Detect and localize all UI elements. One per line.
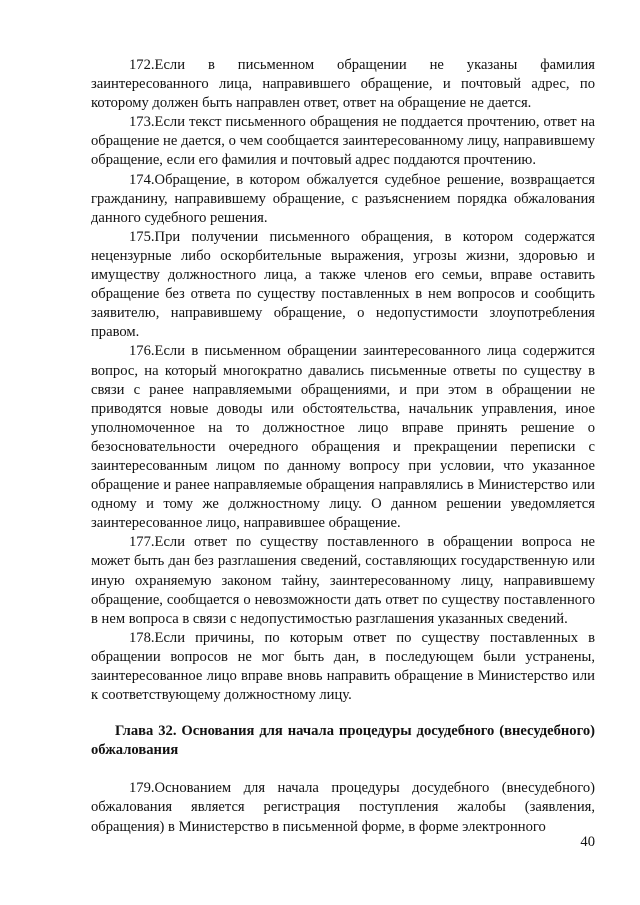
document-page <box>91 56 595 837</box>
chapter-heading: Глава 32. Основания для начала процедуры досудебного (внесудебного) обжалования <box>91 723 595 759</box>
paragraph-172: 172.Если в письменном обращении не указаны фамилия заинтересованного лица, направившего обращение, и почтовый адрес, по которому должен быть направлен ответ, ответ на обращение не дается. <box>91 57 595 112</box>
page-number: 40 <box>580 834 595 850</box>
paragraph-173: 173.Если текст письменного обращения не поддается прочтению, ответ на обращение не дается, о чем сообщается заинтересованному лицу, направившему обращение, если его фамилия и почтовый адрес поддаются прочтению. <box>91 114 595 169</box>
paragraph-176: 176.Если в письменном обращении заинтересованного лица содержится вопрос, на который многократно давались письменные ответы по существу в связи с ранее направляемыми обращениями, и при этом в обращении не приводятся новые доводы или обстоятельства, начальник управления, иное уполномоченное на то должностное лицо вправе принять решение о безосновательности очередного обращения и прекращении переписки с заинтересованным лицом по данному вопросу при условии, что указанное обращение и ранее направляемые обращения направлялись в Министерство или одному и тому же должностному лицу. О данном решении уведомляется заинтересованное лицо, направившее обращение. <box>91 343 595 532</box>
paragraph-179: 179.Основанием для начала процедуры досудебного (внесудебного) обжалования является регистрация поступления жалобы (заявления, обращения) в Министерство в письменной форме, в форме электронного <box>91 780 595 835</box>
paragraph-178: 178.Если причины, по которым ответ по существу поставленных в обращении вопросов не мог быть дан, в последующем были устранены, заинтересованное лицо вправе вновь направить обращение в Министерство или к соответствующему должностному лицу. <box>91 629 595 704</box>
paragraph-174: 174.Обращение, в котором обжалуется судебное решение, возвращается гражданину, направившему обращение, с разъяснением порядка обжалования данного судебного решения. <box>91 171 595 226</box>
section-spacer <box>91 760 595 779</box>
paragraph-177: 177.Если ответ по существу поставленного в обращении вопроса не может быть дан без разглашения сведений, составляющих государственную или иную охраняемую законом тайну, заинтересованному лицу, направившему обращение, сообщается о невозможности дать ответ по существу поставленного в нем вопроса в связи с недопустимостью разглашения указанных сведений. <box>91 534 595 627</box>
paragraph-175: 175.При получении письменного обращения, в котором содержатся нецензурные либо оскорбительные выражения, угрозы жизни, здоровью и имуществу должностного лица, а также членов его семьи, вправе оставить обращение без ответа по существу поставленных в нем вопросов и сообщить заявителю, направившему обращение, о недопустимости злоупотребления правом. <box>91 228 595 341</box>
